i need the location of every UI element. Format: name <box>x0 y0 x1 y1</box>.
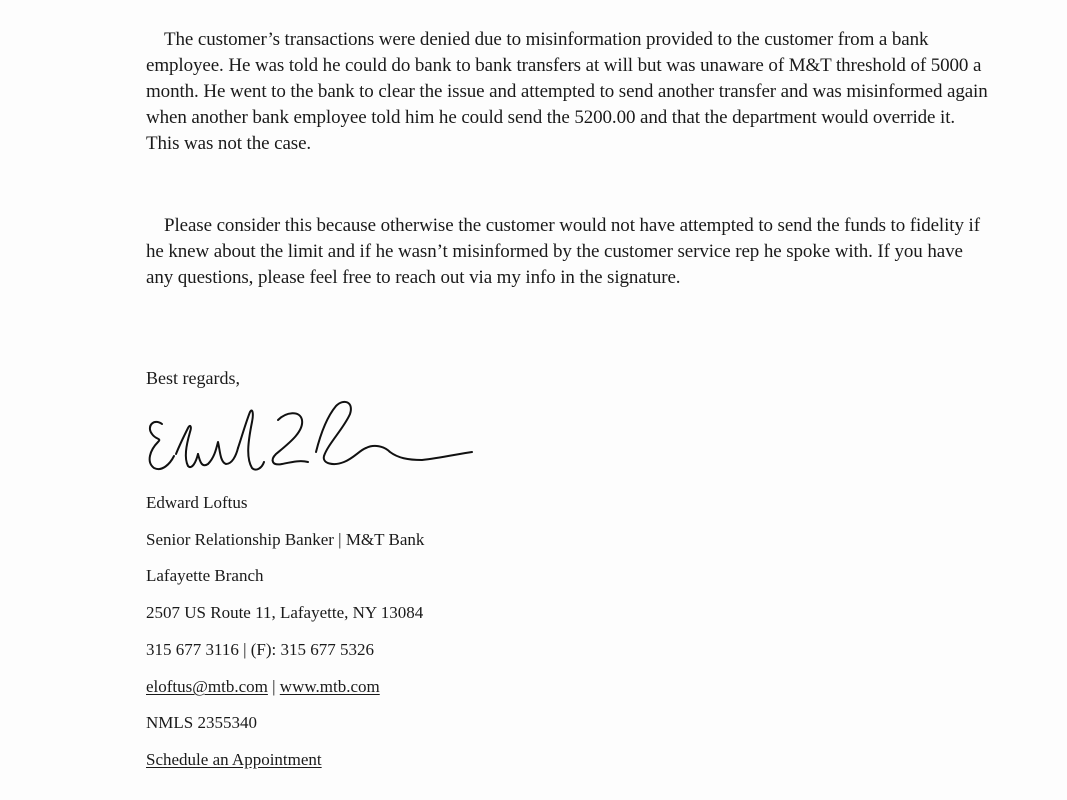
paragraph-2-text: Please consider this because otherwise the customer would not have attempted to send the funds to fidelity if he knew about the limit and if he wasn’t misinformed by the customer service rep he spoke with. If you have any questions, please feel free to reach out via my info in the signature. <box>146 215 980 288</box>
contact-separator: | <box>267 677 280 696</box>
signer-phone: 315 677 3116 | (F): 315 677 5326 <box>146 640 375 659</box>
signer-address: 2507 US Route 11, Lafayette, NY 13084 <box>146 603 424 622</box>
schedule-appointment-link[interactable]: Schedule an Appointment <box>146 750 322 769</box>
closing-salutation: Best regards, <box>146 368 240 388</box>
letter-paragraph-2 <box>146 213 992 291</box>
paragraph-1-text: The customer’s transactions were denied due to misinformation provided to the customer from a bank employee. He was told he could do bank to bank transfers at will but was unaware of M&T threshold of 5000 a month. He went to the bank to clear the issue and attempted to send another transfer and was misinformed again when another bank employee told him he could send the 5200.00 and that the department would override it. This was not the case. <box>146 29 988 154</box>
signer-branch: Lafayette Branch <box>146 566 264 585</box>
schedule-appointment-link-row <box>146 750 322 770</box>
signer-contact <box>146 677 380 697</box>
signer-title: Senior Relationship Banker | M&T Bank <box>146 530 425 549</box>
letter-paragraph-1 <box>146 27 992 157</box>
handwritten-signature <box>140 392 480 482</box>
email-link[interactable]: eloftus@mtb.com <box>146 677 268 696</box>
signer-nmls: NMLS 2355340 <box>146 713 257 732</box>
website-link[interactable]: www.mtb.com <box>279 677 380 696</box>
signer-name: Edward Loftus <box>146 493 248 512</box>
